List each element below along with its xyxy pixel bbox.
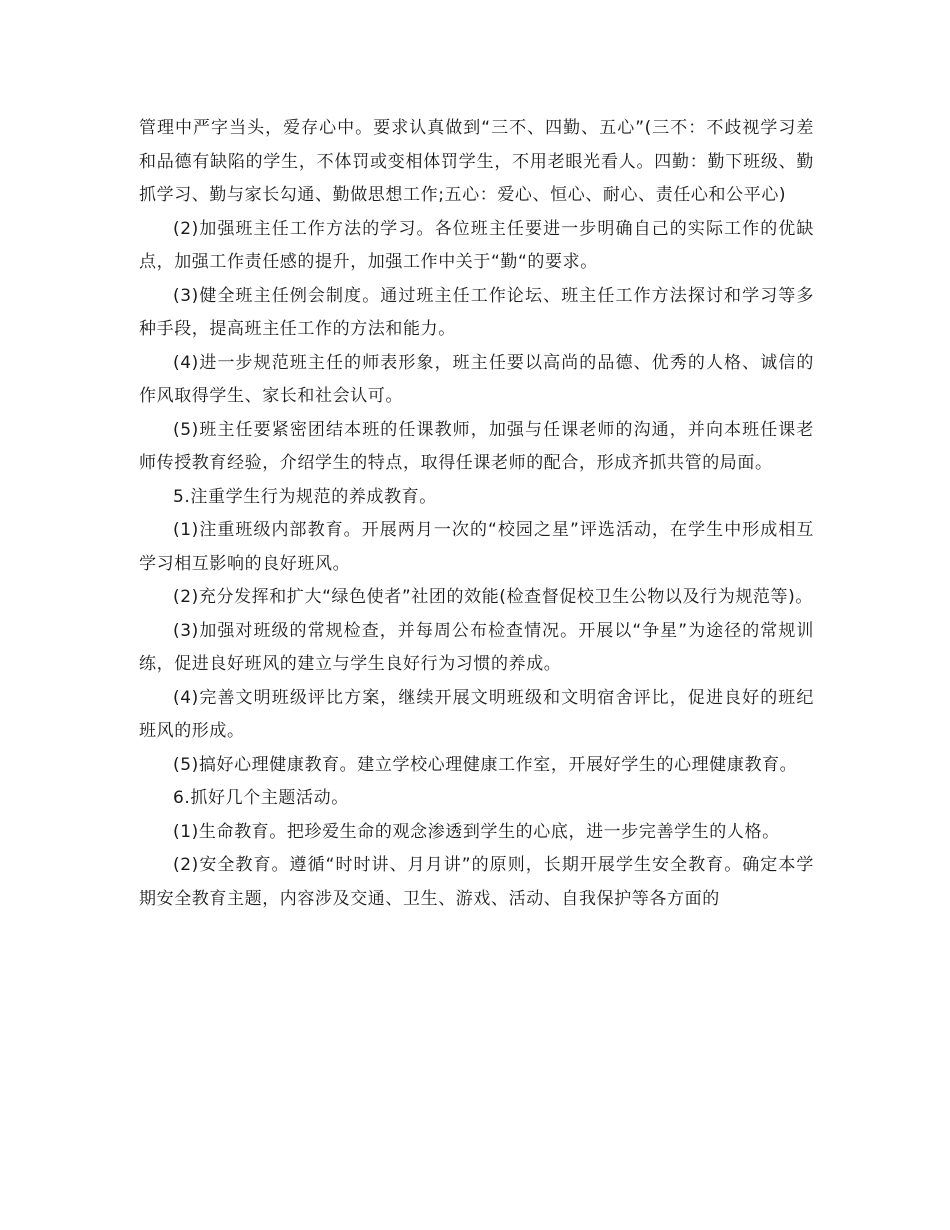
paragraph: (4)进一步规范班主任的师表形象，班主任要以高尚的品德、优秀的人格、诚信的作风取得学生、家长和社会认可。 bbox=[139, 352, 814, 406]
paragraph: 管理中严字当头，爱存心中。要求认真做到“三不、四勤、五心”(三不：不歧视学习差和品德有缺陷的学生，不体罚或变相体罚学生，不用老眼光看人。四勤：勤下班级、勤抓学习、勤与家长勾通、勤做思想工作;五心：爱心、恒心、耐心、责任心和公平心) bbox=[139, 118, 814, 205]
document-body bbox=[139, 112, 814, 916]
paragraph: (2)加强班主任工作方法的学习。各位班主任要进一步明确自己的实际工作的优缺点，加强工作责任感的提升，加强工作中关于“勤“的要求。 bbox=[139, 218, 814, 272]
section-heading: 5.注重学生行为规范的养成教育。 bbox=[173, 486, 437, 507]
paragraph: (3)健全班主任例会制度。通过班主任工作论坛、班主任工作方法探讨和学习等多种手段，提高班主任工作的方法和能力。 bbox=[139, 285, 814, 339]
paragraph: (1)注重班级内部教育。开展两月一次的“校园之星”评选活动，在学生中形成相互学习相互影响的良好班风。 bbox=[139, 520, 814, 574]
paragraph: (1)生命教育。把珍爱生命的观念渗透到学生的心底，进一步完善学生的人格。 bbox=[173, 821, 780, 842]
paragraph: (2)安全教育。遵循“时时讲、月月讲”的原则，长期开展学生安全教育。确定本学期安全教育主题，内容涉及交通、卫生、游戏、活动、自我保护等各方面的 bbox=[139, 855, 814, 909]
paragraph: (3)加强对班级的常规检查，并每周公布检查情况。开展以“争星”为途径的常规训练，促进良好班风的建立与学生良好行为习惯的养成。 bbox=[139, 620, 814, 674]
paragraph: (4)完善文明班级评比方案，继续开展文明班级和文明宿舍评比，促进良好的班纪班风的形成。 bbox=[139, 687, 814, 741]
paragraph: (5)班主任要紧密团结本班的任课教师，加强与任课老师的沟通，并向本班任课老师传授教育经验，介绍学生的特点，取得任课老师的配合，形成齐抓共管的局面。 bbox=[139, 419, 814, 473]
paragraph: (2)充分发挥和扩大“绿色使者”社团的效能(检查督促校卫生公物以及行为规范等)。 bbox=[173, 587, 813, 607]
section-heading: 6.抓好几个主题活动。 bbox=[173, 788, 349, 808]
paragraph: (5)搞好心理健康教育。建立学校心理健康工作室，开展好学生的心理健康教育。 bbox=[173, 754, 798, 775]
